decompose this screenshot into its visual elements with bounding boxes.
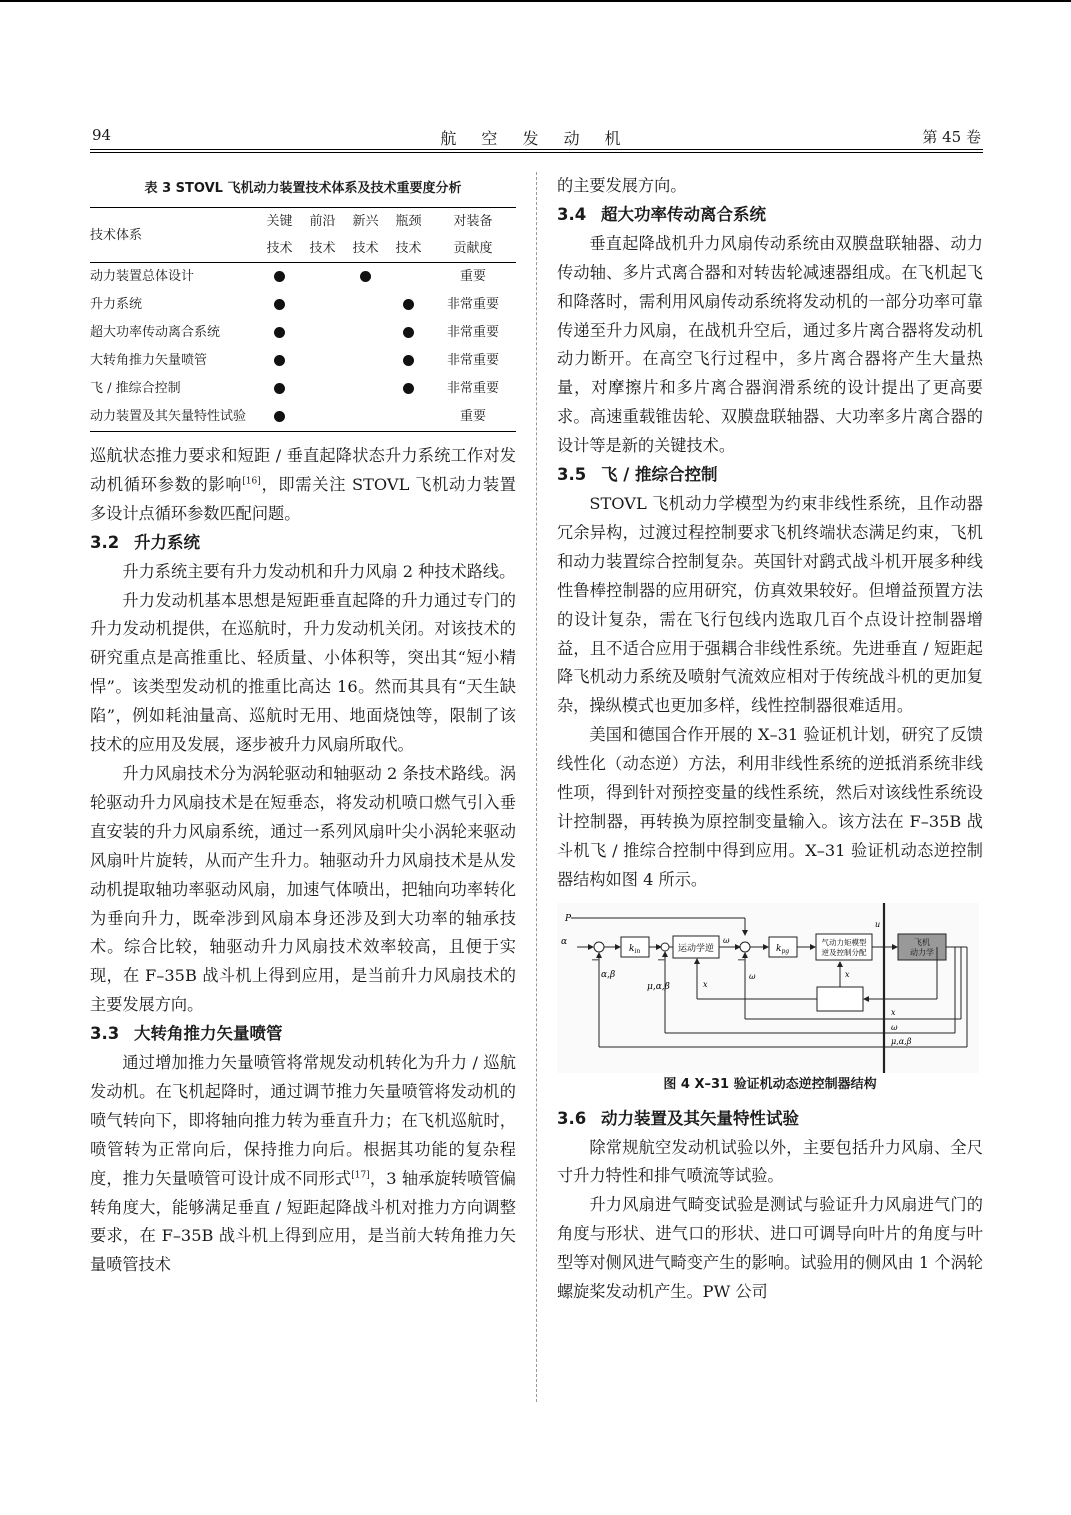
out-label-x: x bbox=[891, 1007, 896, 1017]
table-cell-system: 超大功率传动离合系统 bbox=[90, 325, 221, 340]
filled-dot-icon bbox=[274, 355, 285, 366]
table-row bbox=[90, 375, 516, 403]
journal-title: 航 空 发 动 机 bbox=[440, 129, 631, 148]
table3-header-cell: 前沿 bbox=[309, 214, 336, 229]
paragraph: 垂直起降战机升力风扇传动系统由双膜盘联轴器、动力传动轴、多片式离合器和对转齿轮减速器组成。在飞机起飞和降落时，需利用风扇传动系统将发动机的一部分功率可靠传递至升力风扇，在战机升空后，通过多片离合器将发动机动力断开。在高空飞行过程中，多片离合器将产生大量热量，对摩擦片和多片离合器润滑系统的设计提出了更高要求。高速重载锥齿轮、双膜盘联轴器、大功率多片离合器的设计等是新的关键技术。 bbox=[557, 233, 983, 456]
table3-header-cell: 贡献度 bbox=[453, 241, 493, 256]
table-cell-mark bbox=[301, 403, 344, 432]
table-cell-contribution: 非常重要 bbox=[446, 325, 499, 340]
block-diagram bbox=[557, 903, 979, 1073]
minus-sign: − bbox=[591, 954, 600, 966]
table-cell-system: 动力装置及其矢量特性试验 bbox=[90, 409, 247, 424]
right-column bbox=[557, 172, 983, 1307]
out-label-omega: ω bbox=[891, 1022, 898, 1032]
table-cell-contribution: 重要 bbox=[459, 269, 486, 284]
paragraph: 巡航状态推力要求和短距 / 垂直起降状态升力系统工作对发动机循环参数的影响[16]，即需关注 STOVL 飞机动力装置多设计点循环参数匹配问题。 bbox=[90, 446, 516, 523]
table-row bbox=[90, 291, 516, 319]
section-heading-3-3: 3.3 大转角推力矢量喷管 bbox=[90, 1024, 283, 1044]
table-cell-mark bbox=[387, 403, 430, 432]
filled-dot-icon bbox=[274, 271, 285, 282]
section-heading-3-2: 3.2 升力系统 bbox=[90, 532, 200, 552]
filled-dot-icon bbox=[403, 299, 414, 310]
paragraph: 美国和德国合作开展的 X–31 验证机计划，研究了反馈线性化（动态逆）方法，利用非线性系统的逆抵消系统非线性项，得到针对预控变量的线性系统，然后对该线性系统设计控制器，再转换为原控制变量输入。该方法在 F–35B 战斗机飞 / 推综合控制中得到应用。X–31 验证机动态逆控制器结构如图 4 所示。 bbox=[557, 725, 983, 889]
table-cell-mark bbox=[387, 319, 430, 347]
aero-inverse-label-2: 逆及控制分配 bbox=[821, 947, 867, 957]
table-cell-system: 动力装置总体设计 bbox=[90, 269, 195, 284]
table-cell-contribution: 非常重要 bbox=[446, 297, 499, 312]
fb-label-xk: x bbox=[703, 979, 708, 989]
table3-header-cell: 瓶颈 bbox=[395, 214, 422, 229]
filled-dot-icon bbox=[403, 355, 414, 366]
table-cell-mark bbox=[344, 291, 387, 319]
table-cell-mark bbox=[344, 375, 387, 403]
table-cell-mark bbox=[301, 263, 344, 292]
fb-label-mu-alpha-beta: μ,α,β bbox=[647, 981, 670, 992]
header-rule-thin bbox=[90, 152, 983, 153]
table3-header-cell: 技术 bbox=[352, 241, 379, 256]
table-row bbox=[90, 319, 516, 347]
minus-sign: − bbox=[657, 954, 666, 966]
fb-label-xm: x bbox=[845, 969, 850, 979]
inverse-kinematics-label: 运动学逆 bbox=[677, 943, 715, 954]
section-heading-3-6: 3.6 动力装置及其矢量特性试验 bbox=[557, 1108, 799, 1128]
paragraph: 升力风扇进气畸变试验是测试与验证升力风扇进气门的角度与形状、进气口的形状、进口可调导向叶片的角度与叶型等对侧风进气畸变产生的影响。试验用的侧风由 1 个涡轮螺旋桨发动机产生。PW 公司 bbox=[557, 1195, 983, 1302]
table-cell-mark bbox=[344, 347, 387, 375]
table-cell-system: 大转角推力矢量喷管 bbox=[90, 353, 208, 368]
header-rule bbox=[90, 149, 983, 150]
table-cell-mark bbox=[258, 291, 301, 319]
table3-header-cell: 技术 bbox=[266, 241, 293, 256]
citation: [17] bbox=[351, 1170, 370, 1181]
table-cell-system: 飞 / 推综合控制 bbox=[90, 381, 181, 396]
table-cell-mark bbox=[258, 403, 301, 432]
paragraph: 升力系统主要有升力发动机和升力风扇 2 种技术路线。 bbox=[122, 561, 516, 581]
table-cell-mark bbox=[258, 347, 301, 375]
left-column bbox=[90, 172, 516, 1280]
table-cell-mark bbox=[344, 319, 387, 347]
u-label: u bbox=[875, 919, 881, 929]
table-row bbox=[90, 403, 516, 432]
filled-dot-icon bbox=[274, 299, 285, 310]
table-cell-mark bbox=[258, 319, 301, 347]
table-cell-mark bbox=[344, 263, 387, 292]
page-number: 94 bbox=[92, 126, 112, 144]
label-p-input: P bbox=[565, 913, 572, 924]
table-cell-mark bbox=[258, 375, 301, 403]
estimator-block bbox=[817, 987, 863, 1011]
table-cell-mark bbox=[258, 263, 301, 292]
sum-junction-1 bbox=[594, 942, 604, 952]
table3-caption: 表 3 STOVL 飞机动力装置技术体系及技术重要度分析 bbox=[144, 181, 462, 196]
table3-header-cell: 新兴 bbox=[352, 214, 379, 229]
table-cell-mark bbox=[301, 375, 344, 403]
table-cell-contribution: 重要 bbox=[459, 409, 486, 424]
table-cell-system: 升力系统 bbox=[90, 297, 143, 312]
paragraph: 升力发动机基本思想是短距垂直起降的升力通过专门的升力发动机提供，在巡航时，升力发动机关闭。对该技术的研究重点是高推重比、轻质量、小体积等，突出其“短小精悍”。该类型发动机的推重比高达 16。然而其具有“天生缺陷”，例如耗油量高、巡航时无用、地面烧蚀等，限制了该技术的应用及发展，逐步被升力风扇所取代。 bbox=[90, 590, 516, 755]
table3 bbox=[90, 207, 516, 432]
minus-sign: − bbox=[737, 954, 746, 966]
figure-4-caption: 图 4 X–31 验证机动态逆控制器结构 bbox=[663, 1076, 877, 1092]
paragraph: 除常规航空发动机试验以外，主要包括升力风扇、全尺寸升力特性和排气喷流等试验。 bbox=[557, 1137, 983, 1186]
table3-header-cell: 技术 bbox=[395, 241, 422, 256]
paragraph: 升力风扇技术分为涡轮驱动和轴驱动 2 条技术路线。涡轮驱动升力风扇技术是在短垂态，将发动机喷口燃气引入垂直安装的升力风扇系统，通过一系列风扇叶尖小涡轮来驱动风扇叶片旋转，从而产生升力。轴驱动升力风扇技术是从发动机提取轴功率驱动风扇，加速气体喷出，把轴向功率转化为垂向升力，既牵涉到风扇本身还涉及到大功率的轴承技术。综合比较，轴驱动升力风扇技术效率较高，且便于实现，在 F–35B 战斗机上得到应用，是当前升力风扇技术的主要发展方向。 bbox=[90, 763, 516, 1015]
fb-label-omega: ω bbox=[749, 971, 756, 981]
table3-header-cell: 对装备 bbox=[453, 214, 493, 229]
filled-dot-icon bbox=[274, 383, 285, 394]
top-border bbox=[0, 0, 1071, 2]
k-in-label: $k_{in}$ bbox=[629, 943, 641, 955]
plant-label-2: 动力学 bbox=[910, 947, 934, 957]
table-cell-mark bbox=[301, 347, 344, 375]
table3-header-cell: 关键 bbox=[266, 214, 293, 229]
filled-dot-icon bbox=[274, 411, 285, 422]
k-pg-label: $k_{pg}$ bbox=[776, 943, 790, 955]
paragraph: 的主要发展方向。 bbox=[557, 176, 687, 195]
out-label-mu-alpha-beta: μ,α,β bbox=[891, 1036, 912, 1046]
sum-junction-2 bbox=[661, 943, 669, 951]
table-cell-mark bbox=[387, 291, 430, 319]
table-cell-mark bbox=[301, 291, 344, 319]
table-cell-contribution: 非常重要 bbox=[446, 353, 499, 368]
section-heading-3-4: 3.4 超大功率传动离合系统 bbox=[557, 204, 766, 224]
plant-label-1: 飞机 bbox=[914, 937, 930, 947]
omega-c-label: ω bbox=[723, 935, 730, 945]
table-cell-mark bbox=[344, 403, 387, 432]
table-cell-mark bbox=[387, 263, 430, 292]
fb-label-alpha-beta: α,β bbox=[601, 969, 616, 980]
table-cell-mark bbox=[387, 375, 430, 403]
filled-dot-icon bbox=[403, 383, 414, 394]
table-cell-mark bbox=[301, 319, 344, 347]
section-heading-3-5: 3.5 飞 / 推综合控制 bbox=[557, 465, 718, 485]
table-cell-mark bbox=[387, 347, 430, 375]
table3-header-system: 技术体系 bbox=[90, 227, 143, 243]
paragraph: 通过增加推力矢量喷管将常规发动机转化为升力 / 巡航发动机。在飞机起降时，通过调节推力矢量喷管将发动机的喷气转向下，即将轴向推力转为垂直升力；在飞机巡航时，喷管转为正常向后，保持推力向后。根据其功能的复杂程度，推力矢量喷管可设计成不同形式[17]，3 轴承旋转喷管偏转角度大，能够满足垂直 / 短距起降战斗机对推力方向调整要求，在 F–35B 战斗机上得到应用，是当前大转角推力矢量喷管技术 bbox=[90, 1053, 516, 1275]
volume-label: 第 45 卷 bbox=[922, 128, 981, 146]
table-row bbox=[90, 263, 516, 292]
table-cell-contribution: 非常重要 bbox=[446, 381, 499, 396]
table-row bbox=[90, 347, 516, 375]
figure-4 bbox=[557, 903, 979, 1073]
paragraph: STOVL 飞机动力学模型为约束非线性系统，且作动器冗余异构，过渡过程控制要求飞机终端状态满足约束，飞机和动力装置综合控制复杂。英国针对鹞式战斗机开展多种线性鲁棒控制器的应用研究，仿真效果较好。但增益预置方法的设计复杂，需在飞行包线内选取几百个点设计控制器增益，且不适合应用于强耦合非线性系统。先进垂直 / 短距起降飞机动力系统及喷射气流效应相对于传统战斗机的更加复杂，操纵模式也更加多样，线性控制器很难适用。 bbox=[557, 493, 983, 716]
filled-dot-icon bbox=[360, 271, 371, 282]
aero-inverse-label-1: 气动力矩模型 bbox=[821, 937, 867, 947]
label-alpha-input: α bbox=[561, 936, 568, 947]
filled-dot-icon bbox=[274, 327, 285, 338]
citation: [16] bbox=[242, 476, 261, 487]
table3-header-cell: 技术 bbox=[309, 241, 336, 256]
column-divider bbox=[536, 172, 537, 1402]
filled-dot-icon bbox=[403, 327, 414, 338]
sum-junction-3 bbox=[740, 942, 750, 952]
